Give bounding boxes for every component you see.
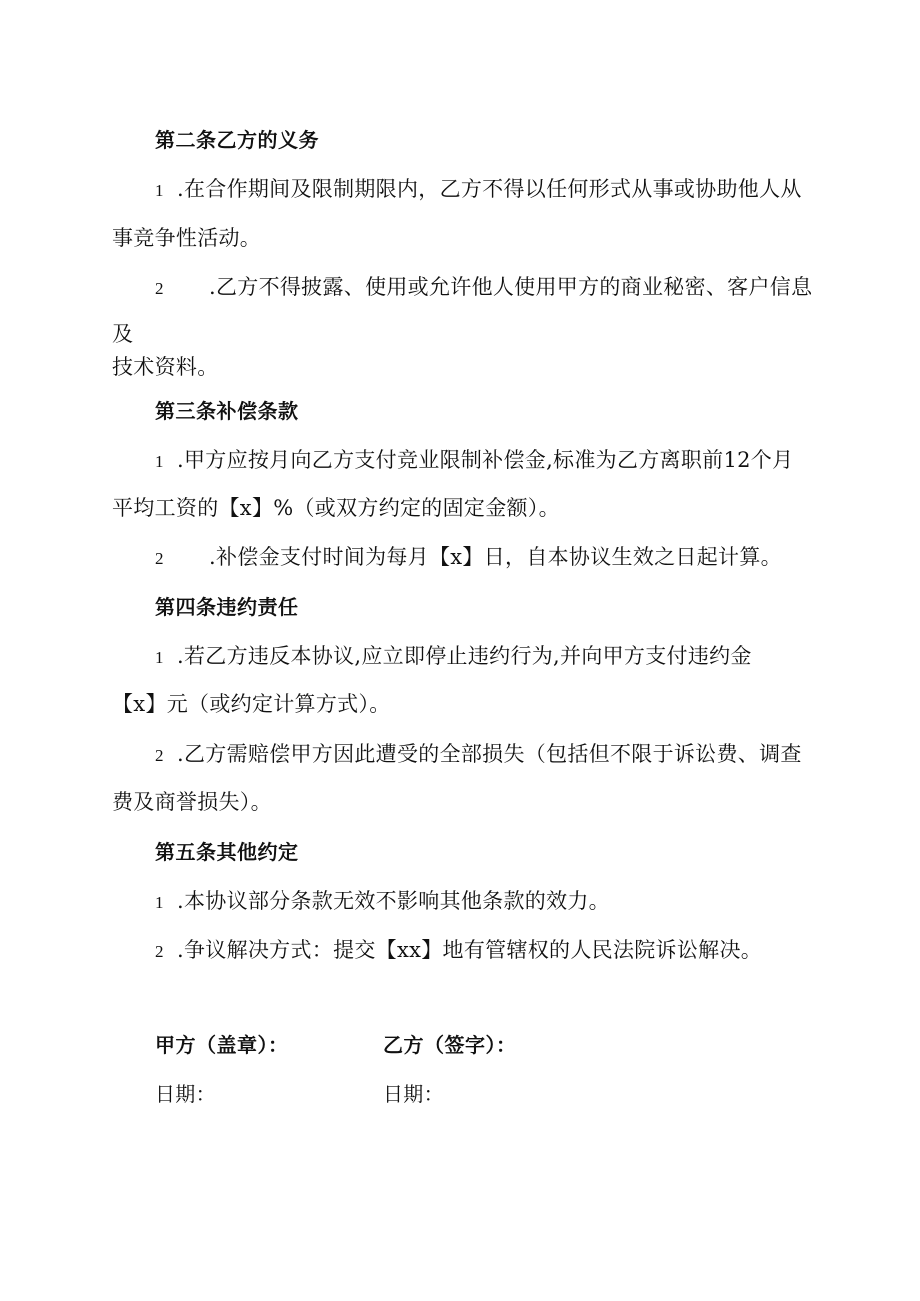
clause-continuation: 平均工资的【x】%（或双方约定的固定金额）。 bbox=[112, 496, 560, 520]
clause-number: 2 bbox=[155, 279, 164, 298]
clause-line bbox=[155, 642, 752, 672]
clause-line bbox=[155, 887, 610, 917]
clause-continuation: 技术资料。 bbox=[112, 355, 219, 379]
clause-continuation: 费及商誉损失）。 bbox=[112, 790, 272, 814]
clause-text: .在合作期间及限制期限内，乙方不得以任何形式从事或协助他人从 bbox=[177, 177, 802, 201]
clause-text: .甲方应按月向乙方支付竞业限制补偿金,标准为乙方离职前12个月 bbox=[177, 448, 794, 472]
clause-text: .若乙方违反本协议,应立即停止违约行为,并向甲方支付违约金 bbox=[177, 644, 752, 668]
clause-text: .争议解决方式：提交【xx】地有管辖权的人民法院诉讼解决。 bbox=[177, 938, 763, 962]
section-heading: 第四条违约责任 bbox=[155, 595, 299, 619]
clause-number: 1 bbox=[155, 181, 164, 200]
party-b-date-label: 日期： bbox=[383, 1082, 444, 1106]
clause-line bbox=[155, 446, 793, 476]
clause-number: 2 bbox=[155, 942, 164, 961]
party-a-date-label: 日期： bbox=[155, 1082, 216, 1106]
clause-text: .补偿金支付时间为每月【x】日，自本协议生效之日起计算。 bbox=[209, 545, 782, 569]
clause-line bbox=[155, 543, 782, 573]
clause-number: 2 bbox=[155, 746, 164, 765]
clause-line bbox=[155, 273, 812, 303]
clause-text: .乙方需赔偿甲方因此遭受的全部损失（包括但不限于诉讼费、调查 bbox=[177, 742, 802, 766]
clause-line bbox=[155, 740, 802, 770]
clause-line bbox=[155, 936, 762, 966]
clause-number: 1 bbox=[155, 648, 164, 667]
party-a-signature-label: 甲方（盖章）： bbox=[155, 1033, 289, 1057]
clause-line bbox=[155, 175, 802, 205]
clause-number: 1 bbox=[155, 893, 164, 912]
party-b-signature-label: 乙方（签字）： bbox=[383, 1033, 517, 1057]
clause-continuation: 【x】元（或约定计算方式）。 bbox=[112, 692, 391, 716]
section-heading: 第五条其他约定 bbox=[155, 840, 299, 864]
clause-continuation: 事竞争性活动。 bbox=[112, 226, 262, 250]
clause-text: .乙方不得披露、使用或允许他人使用甲方的商业秘密、客户信息 bbox=[209, 275, 813, 299]
section-heading: 第三条补偿条款 bbox=[155, 399, 299, 423]
clause-number: 2 bbox=[155, 549, 164, 568]
clause-continuation: 及 bbox=[112, 322, 134, 346]
clause-text: .本协议部分条款无效不影响其他条款的效力。 bbox=[177, 889, 610, 913]
section-heading: 第二条乙方的义务 bbox=[155, 128, 319, 152]
clause-number: 1 bbox=[155, 452, 164, 471]
